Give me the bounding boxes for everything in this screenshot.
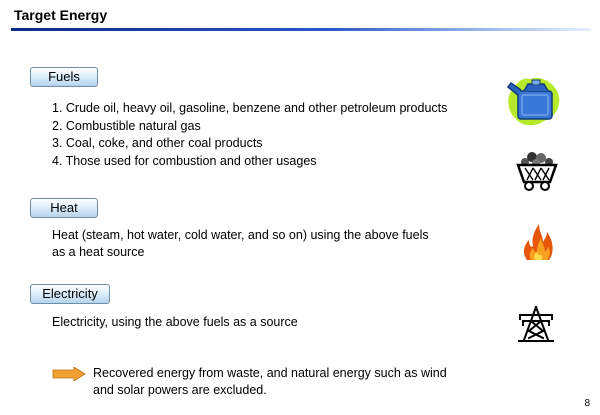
heat-label: Heat [30, 198, 98, 218]
page-number: 8 [584, 398, 590, 409]
fuel-can-icon [504, 71, 562, 127]
heat-line-1: Heat (steam, hot water, cold water, and so on) using the above fuels [52, 228, 429, 242]
flame-icon [521, 222, 555, 262]
note-line-2: and solar powers are excluded. [93, 383, 267, 397]
arrow-right-icon [52, 367, 86, 381]
title-underline [11, 28, 591, 31]
fuels-label: Fuels [30, 67, 98, 87]
fuels-item-2: 2. Combustible natural gas [52, 118, 201, 133]
electricity-label: Electricity [30, 284, 110, 304]
electricity-description: Electricity, using the above fuels as a source [52, 315, 298, 329]
note-line-1: Recovered energy from waste, and natural energy such as wind [93, 366, 447, 380]
coal-cart-icon [515, 148, 559, 192]
fuels-item-4: 4. Those used for combustion and other usages [52, 153, 317, 168]
fuels-item-1: 1. Crude oil, heavy oil, gasoline, benzene and other petroleum products [52, 101, 448, 115]
fuels-item-3: 3. Coal, coke, and other coal products [52, 136, 263, 150]
transmission-tower-icon [517, 305, 555, 343]
slide-title: Target Energy [14, 7, 108, 23]
heat-description [52, 227, 429, 261]
fuels-list [52, 100, 447, 170]
exclusion-note [93, 365, 447, 399]
heat-line-2: as a heat source [52, 245, 145, 259]
